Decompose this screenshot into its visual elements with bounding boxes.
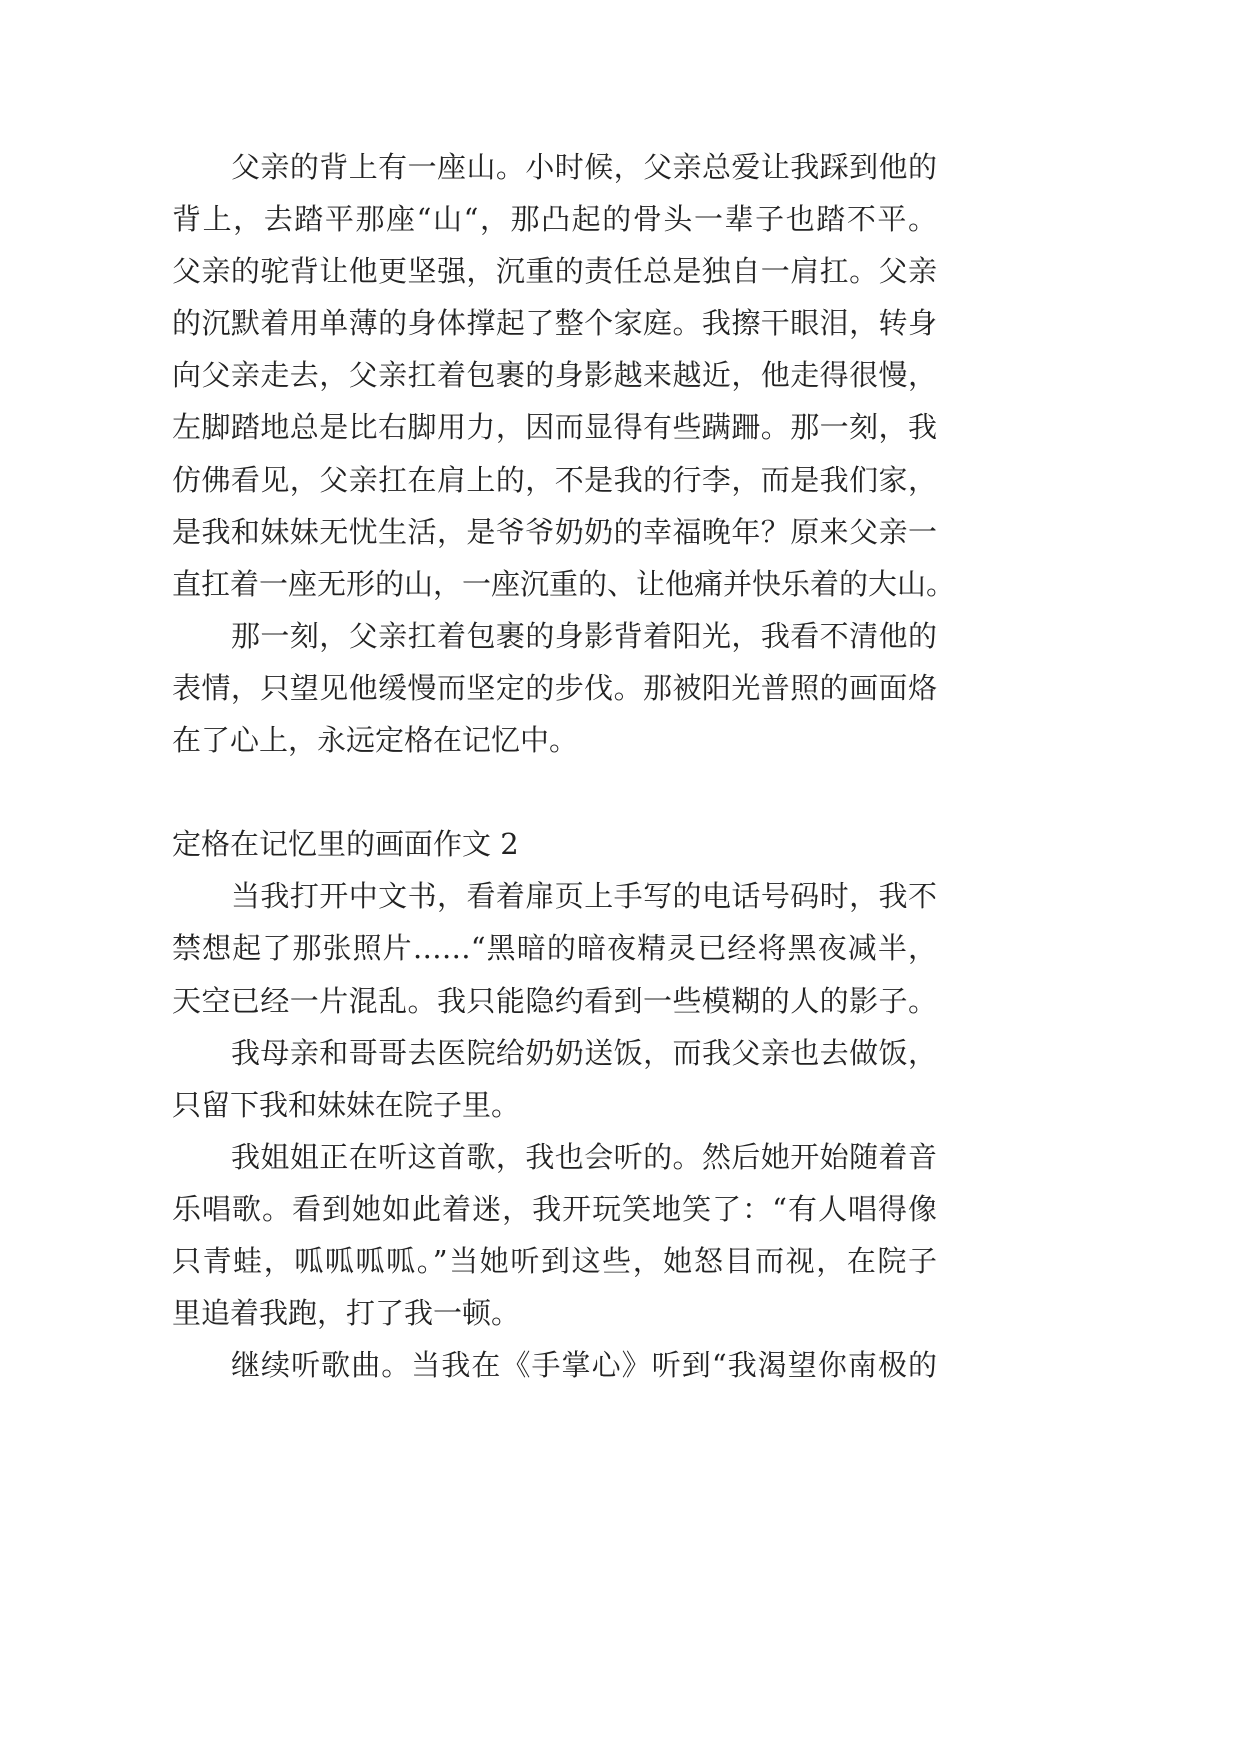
text-line: 向父亲走去，父亲扛着包裹的身影越来越近，他走得很慢， (172, 358, 937, 393)
blank-line (172, 766, 937, 818)
paragraph (172, 870, 937, 1026)
text-line: 禁想起了那张照片……“黑暗的暗夜精灵已经将黑夜减半， (172, 931, 937, 966)
text-line: 父亲的背上有一座山。小时候，父亲总爱让我踩到他的 (231, 150, 937, 184)
text-line: 直扛着一座无形的山，一座沉重的、让他痛并快乐着的大山。 (172, 566, 956, 601)
text-line: 里追着我跑，打了我一顿。 (172, 1296, 521, 1331)
text-line: 那一刻，父亲扛着包裹的身影背着阳光，我看不清他的 (231, 618, 937, 653)
paragraph (172, 1027, 937, 1131)
paragraph (172, 141, 956, 610)
text-line: 左脚踏地总是比右脚用力，因而显得有些蹒跚。那一刻，我 (172, 410, 937, 445)
text-line: 的沉默着用单薄的身体撑起了整个家庭。我擦干眼泪，转身 (172, 306, 937, 341)
text-line: 我姐姐正在听这首歌，我也会听的。然后她开始随着音 (231, 1139, 937, 1174)
text-line: 背上，去踏平那座“山“，那凸起的骨头一辈子也踏不平。 (172, 202, 937, 237)
text-line: 天空已经一片混乱。我只能隐约看到一些模糊的人的影子。 (172, 983, 937, 1018)
text-line: 在了心上，永远定格在记忆中。 (172, 723, 579, 758)
text-line: 当我打开中文书，看着扉页上手写的电话号码时，我不 (231, 879, 937, 914)
text-line: 我母亲和哥哥去医院给奶奶送饭，而我父亲也去做饭， (231, 1035, 937, 1070)
text-line: 只青蛙，呱呱呱呱。”当她听到这些，她怒目而视，在院子 (172, 1243, 937, 1278)
document-body (172, 141, 956, 1391)
paragraph (172, 610, 937, 766)
text-line: 是我和妹妹无忧生活，是爷爷奶奶的幸福晚年？原来父亲一 (172, 514, 937, 549)
section-heading: 定格在记忆里的画面作文 2 (172, 827, 519, 862)
text-line: 父亲的驼背让他更坚强，沉重的责任总是独自一肩扛。父亲 (172, 254, 937, 289)
text-line: 只留下我和妹妹在院子里。 (172, 1087, 521, 1122)
text-line: 继续听歌曲。当我在《手掌心》听到“我渴望你南极的 (231, 1348, 937, 1383)
text-line: 表情，只望见他缓慢而坚定的步伐。那被阳光普照的画面烙 (172, 670, 937, 705)
paragraph (172, 1131, 937, 1339)
paragraph (172, 1339, 937, 1391)
text-line: 仿佛看见，父亲扛在肩上的，不是我的行李，而是我们家， (172, 462, 937, 497)
text-line: 乐唱歌。看到她如此着迷，我开玩笑地笑了：“有人唱得像 (172, 1191, 937, 1226)
